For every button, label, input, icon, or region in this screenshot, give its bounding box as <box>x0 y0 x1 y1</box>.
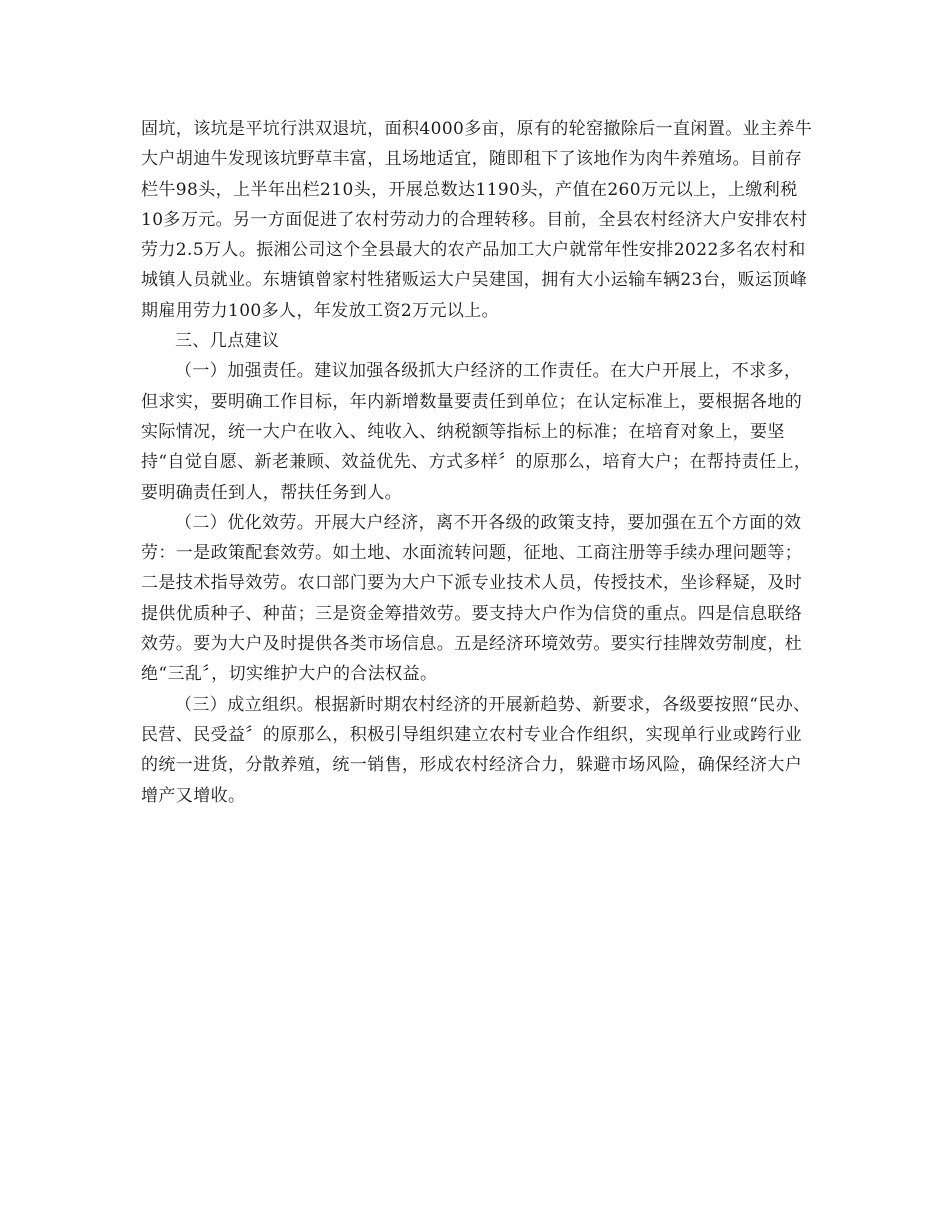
document-body <box>141 114 813 811</box>
paragraph-optimize-service: （二）优化效劳。开展大户经济，离不开各级的政策支持，要加强在五个方面的效劳：一是政策配套效劳。如土地、水面流转问题，征地、工商注册等手续办理问题等；二是技术指导效劳。农口部门要为大户下派专业技术人员，传授技术，坐诊释疑，及时提供优质种子、种苗；三是资金筹措效劳。要支持大户作为信贷的重点。四是信息联络效劳。要为大户及时提供各类市场信息。五是经济环境效劳。要实行挂牌效劳制度，杜绝“三乱〞，切实维护大户的合法权益。 <box>141 512 803 685</box>
section-heading-suggestions: 三、几点建议 <box>175 331 280 352</box>
paragraph-strengthen-responsibility: （一）加强责任。建议加强各级抓大户经济的工作责任。在大户开展上，不求多，但求实，要明确工作目标，年内新增数量要责任到单位；在认定标准上，要根据各地的实际情况，统一大户在收入、纯收入、纳税额等指标上的标准；在培育对象上，要坚持“自觉自愿、新老兼顾、效益优先、方式多样〞的原那么，培育大户；在帮持责任上，要明确责任到人，帮扶任务到人。 <box>141 361 812 503</box>
paragraph-establish-organization: （三）成立组织。根据新时期农村经济的开展新趋势、新要求，各级要按照“民办、民营、民受益〞的原那么，积极引导组织建立农村专业合作组织，实现单行业或跨行业的统一进货，分散养殖，统一销售，形成农村经济合力，躲避市场风险，确保经济大户增产又增收。 <box>141 694 811 806</box>
paragraph-continued-text: 固坑，该坑是平坑行洪双退坑，面积4000多亩，原有的轮窑撤除后一直闲置。业主养牛大户胡迪牛发现该坑野草丰富，且场地适宜，随即租下了该地作为肉牛养殖场。目前存栏牛98头，上半年出栏210头，开展总数达1190头，产值在260万元以上，上缴利税10多万元。另一方面促进了农村劳动力的合理转移。目前，全县农村经济大户安排农村劳力2.5万人。振湘公司这个全县最大的农产品加工大户就常年性安排2022多名农村和城镇人员就业。东塘镇曾家村牲猪贩运大户吴建国，拥有大小运输车辆23台，贩运顶峰期雇用劳力100多人，年发放工资2万元以上。 <box>141 119 813 321</box>
